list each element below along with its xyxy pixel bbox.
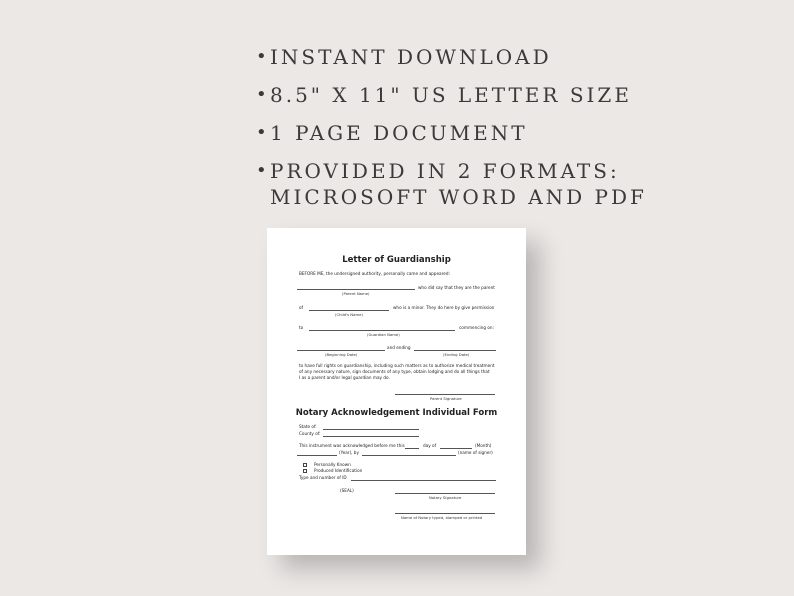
signer-line (362, 455, 456, 456)
bullet-icon: • (256, 122, 270, 143)
state-label: State of: (299, 424, 317, 429)
month-line (440, 448, 472, 449)
type-id-line (351, 480, 496, 481)
parent-name-line (297, 289, 415, 290)
feature-item (256, 82, 756, 108)
of-label: of (299, 305, 304, 310)
bullet-icon: • (256, 46, 270, 67)
feature-text: MICROSOFT WORD AND PDF (270, 185, 647, 209)
beginning-date-caption: (Beginning Date) (325, 352, 358, 357)
seal-label: (SEAL) (340, 488, 354, 493)
ack-text: This instrument was acknowledged before me this (299, 443, 405, 448)
feature-item-continued (256, 184, 756, 210)
parent-signature-caption: Parent Signature (430, 396, 462, 401)
month-label: (Month) (475, 443, 492, 448)
county-line (323, 436, 419, 437)
guardian-name-caption: (Guardian Name) (367, 332, 400, 337)
feature-item (256, 120, 756, 146)
notary-signature-line (395, 493, 495, 494)
notary-name-caption: Name of Notary typed, stamped or printed (401, 515, 483, 520)
beginning-date-line (297, 350, 385, 351)
parent-name-caption: (Parent Name) (342, 291, 370, 296)
notary-signature-caption: Notary Signature (429, 495, 462, 500)
body-line: of any necessary nature, sign documents of any type, obtain lodging and do all things that (299, 369, 490, 374)
bullet-icon: • (256, 160, 270, 181)
and-ending-text: and ending (387, 345, 411, 350)
feature-text: INSTANT DOWNLOAD (270, 45, 552, 69)
intro-text: BEFORE ME, the undersigned authority, personally came and appeared: (299, 271, 450, 276)
feature-item (256, 44, 756, 70)
commencing-text: commencing on: (459, 325, 494, 330)
feature-text: 8.5" X 11" US LETTER SIZE (270, 83, 632, 107)
notary-name-line (395, 513, 495, 514)
personally-known-checkbox (303, 463, 307, 467)
child-name-line (309, 310, 389, 311)
feature-item (256, 158, 756, 184)
parent-text: who did say that they are the parent (418, 285, 495, 290)
ending-date-caption: (Ending Date) (443, 352, 470, 357)
guardian-name-line (309, 330, 455, 331)
produced-id-label: Produced Identification (314, 468, 363, 473)
county-label: County of: (299, 431, 321, 436)
to-label: to (299, 325, 304, 330)
child-name-caption: (Child's Name) (335, 312, 363, 317)
day-of-text: day of (423, 443, 437, 448)
notary-title: Notary Acknowledgement Individual Form (295, 408, 498, 418)
bullet-icon: • (256, 84, 270, 105)
produced-id-checkbox (303, 469, 307, 473)
feature-text: PROVIDED IN 2 FORMATS: (270, 159, 620, 183)
personally-known-label: Personally Known (314, 462, 351, 467)
body-line: to have full rights on guardianship, including such matters as to authorize medical treatment (299, 363, 495, 368)
year-line (297, 455, 337, 456)
document-preview (267, 228, 526, 555)
document-title: Letter of Guardianship (342, 255, 451, 265)
ending-date-line (414, 350, 496, 351)
parent-signature-line (395, 394, 495, 395)
feature-text: 1 PAGE DOCUMENT (270, 121, 528, 145)
state-line (323, 429, 419, 430)
minor-text: who is a minor. They do here by give permission (393, 305, 495, 310)
signer-label: (name of signer) (458, 450, 493, 455)
day-line (405, 448, 419, 449)
feature-list (256, 44, 756, 222)
year-by-label: (Year), by (339, 450, 359, 455)
body-line: I as a parent and/or legal guardian may do. (299, 375, 390, 380)
type-id-label: Type and number of ID (299, 475, 347, 480)
